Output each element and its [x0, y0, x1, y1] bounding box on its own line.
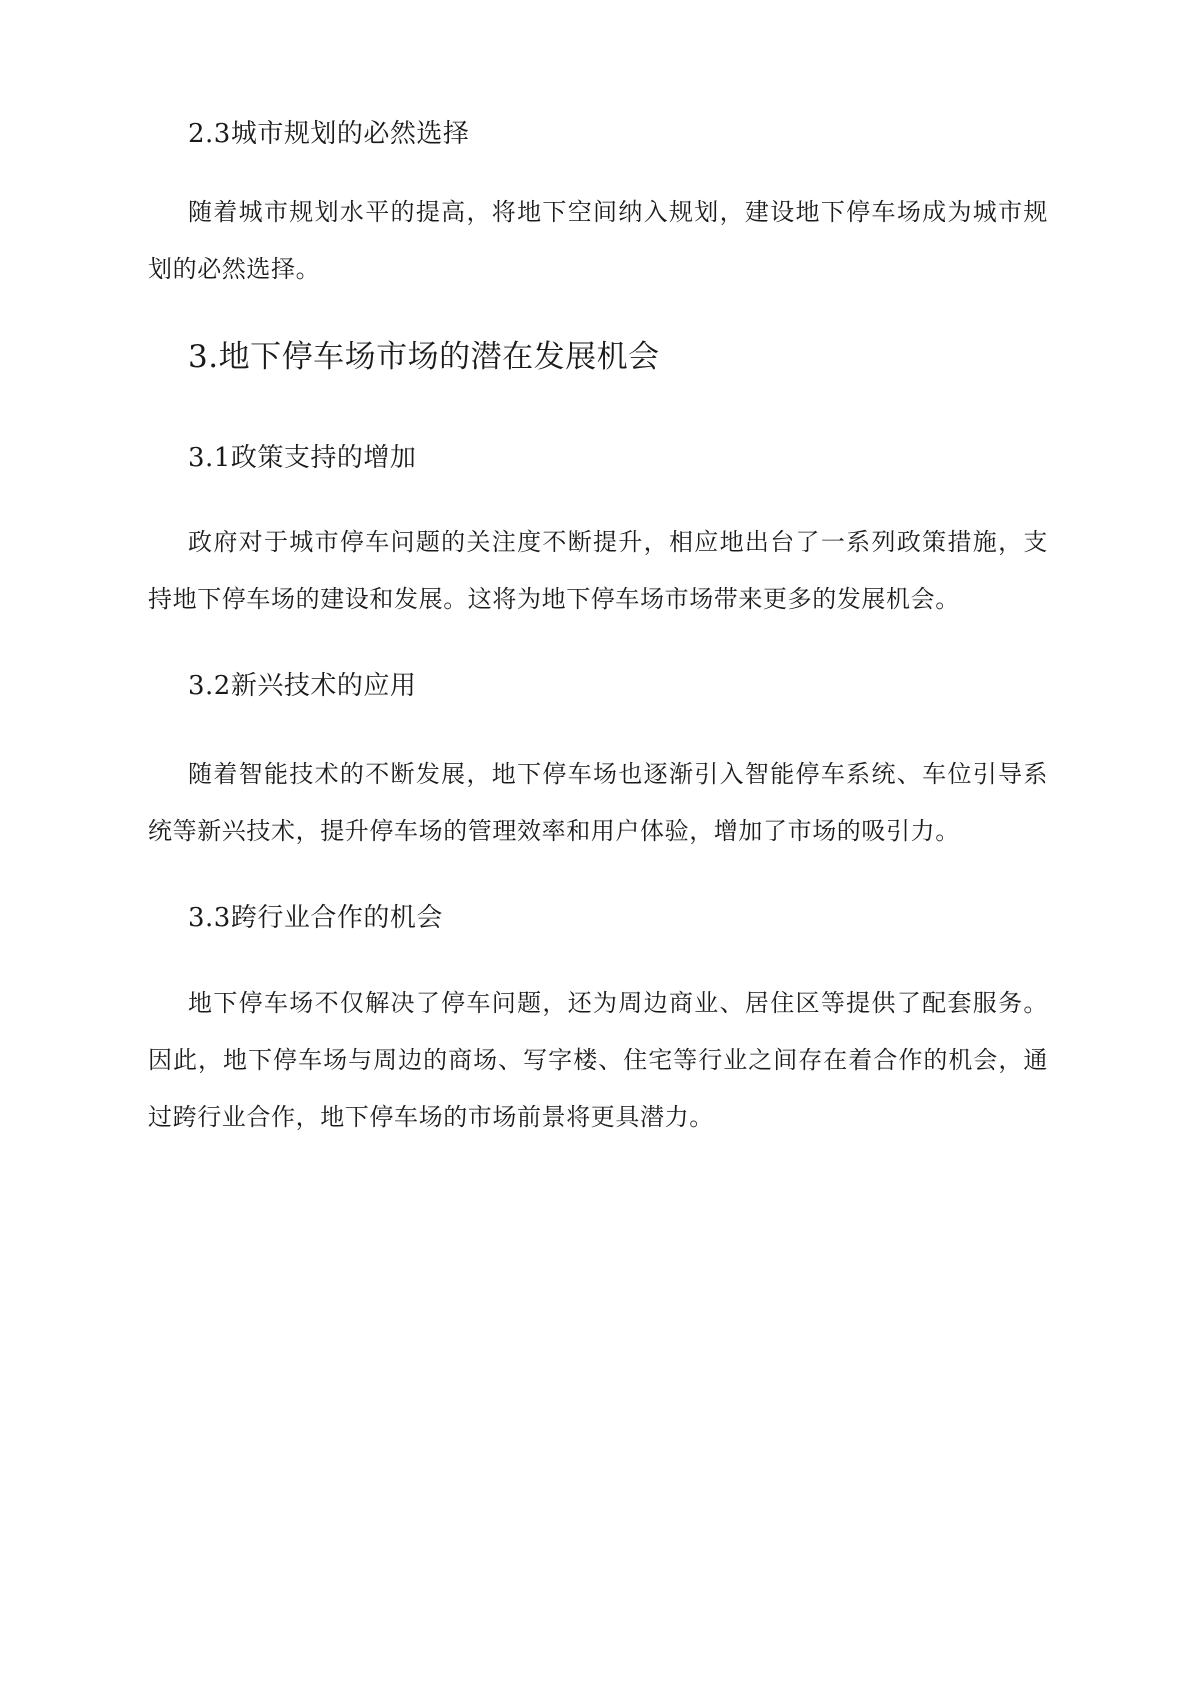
- section-heading-3-3: 3.3跨行业合作的机会: [188, 903, 443, 933]
- section-body-3-2: 随着智能技术的不断发展，地下停车场也逐渐引入智能停车系统、车位引导系统等新兴技术，提升停车场的管理效率和用户体验，增加了市场的吸引力。: [148, 760, 1048, 845]
- section-heading-3: 3.地下停车场市场的潜在发展机会: [188, 339, 660, 375]
- section-body-3-1: 政府对于城市停车问题的关注度不断提升，相应地出台了一系列政策措施，支持地下停车场的建设和发展。这将为地下停车场市场带来更多的发展机会。: [148, 528, 1048, 613]
- section-body-3-3: 地下停车场不仅解决了停车问题，还为周边商业、居住区等提供了配套服务。因此，地下停车场与周边的商场、写字楼、住宅等行业之间存在着合作的机会，通过跨行业合作，地下停车场的市场前景将更具潜力。: [148, 989, 1048, 1131]
- section-heading-3-2: 3.2新兴技术的应用: [188, 671, 417, 701]
- section-heading-2-3: 2.3城市规划的必然选择: [188, 119, 470, 149]
- section-heading-3-1: 3.1政策支持的增加: [188, 443, 417, 473]
- section-body-2-3: 随着城市规划水平的提高，将地下空间纳入规划，建设地下停车场成为城市规划的必然选择。: [148, 198, 1048, 283]
